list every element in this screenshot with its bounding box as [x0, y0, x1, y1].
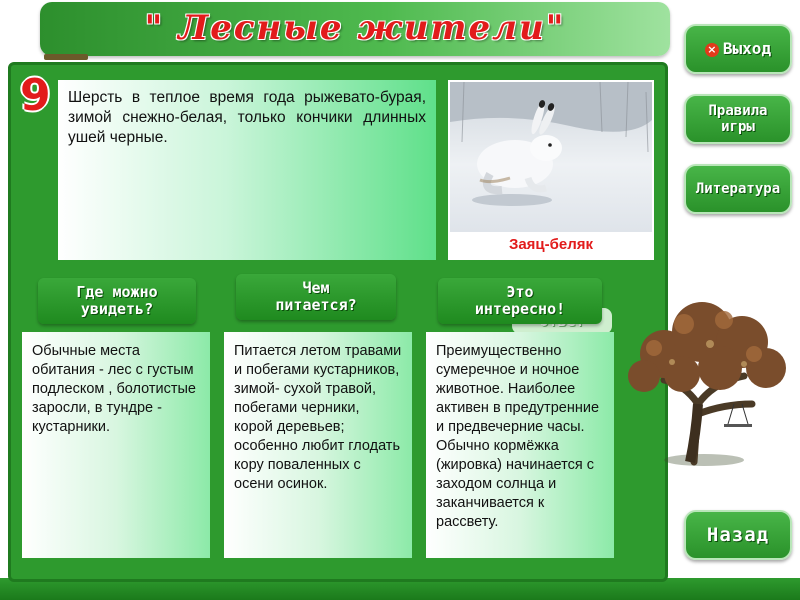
question-number: 9	[20, 70, 51, 121]
tab-interesting[interactable]: Это интересно!	[438, 278, 602, 324]
tab-what-it-eats[interactable]: Чем питается?	[236, 274, 396, 320]
page-title: " Лесные жители"	[144, 8, 566, 48]
question-description: Шерсть в теплое время года рыжевато-бурая, зимой снежно-белая, только кончики длинных ушей черные.	[58, 80, 436, 260]
rules-button[interactable]: Правила игры	[684, 94, 792, 144]
exit-label: Выход	[722, 39, 772, 58]
info-facts: Преимущественно сумеречное и ночное животное. Наиболее активен в предутренние и предвечерние часы. Обычно кормёжка (жировка) начинается с заходом солнца и заканчивается к рассвету.	[426, 332, 614, 558]
answer-card	[448, 80, 654, 260]
literature-button[interactable]: Литература	[684, 164, 792, 214]
exit-button[interactable]	[684, 24, 792, 74]
hare-photo	[450, 82, 652, 232]
back-button[interactable]: Назад	[684, 510, 792, 560]
tree-illustration	[624, 284, 800, 474]
info-habitat: Обычные места обитания - лес с густым подлеском , болотистые заросли, в тундре - кустарники.	[22, 332, 210, 558]
decor-stub	[44, 54, 88, 60]
title-bar	[40, 2, 670, 56]
close-icon: ×	[705, 43, 719, 57]
answer-caption: Заяц-беляк	[508, 236, 594, 253]
info-diet: Питается летом травами и побегами кустарников, зимой- сухой травой, побегами черники, корой деревьев; особенно любит глодать кору поваленных с осени осинок.	[224, 332, 412, 558]
tab-where-to-see[interactable]: Где можно увидеть?	[38, 278, 196, 324]
